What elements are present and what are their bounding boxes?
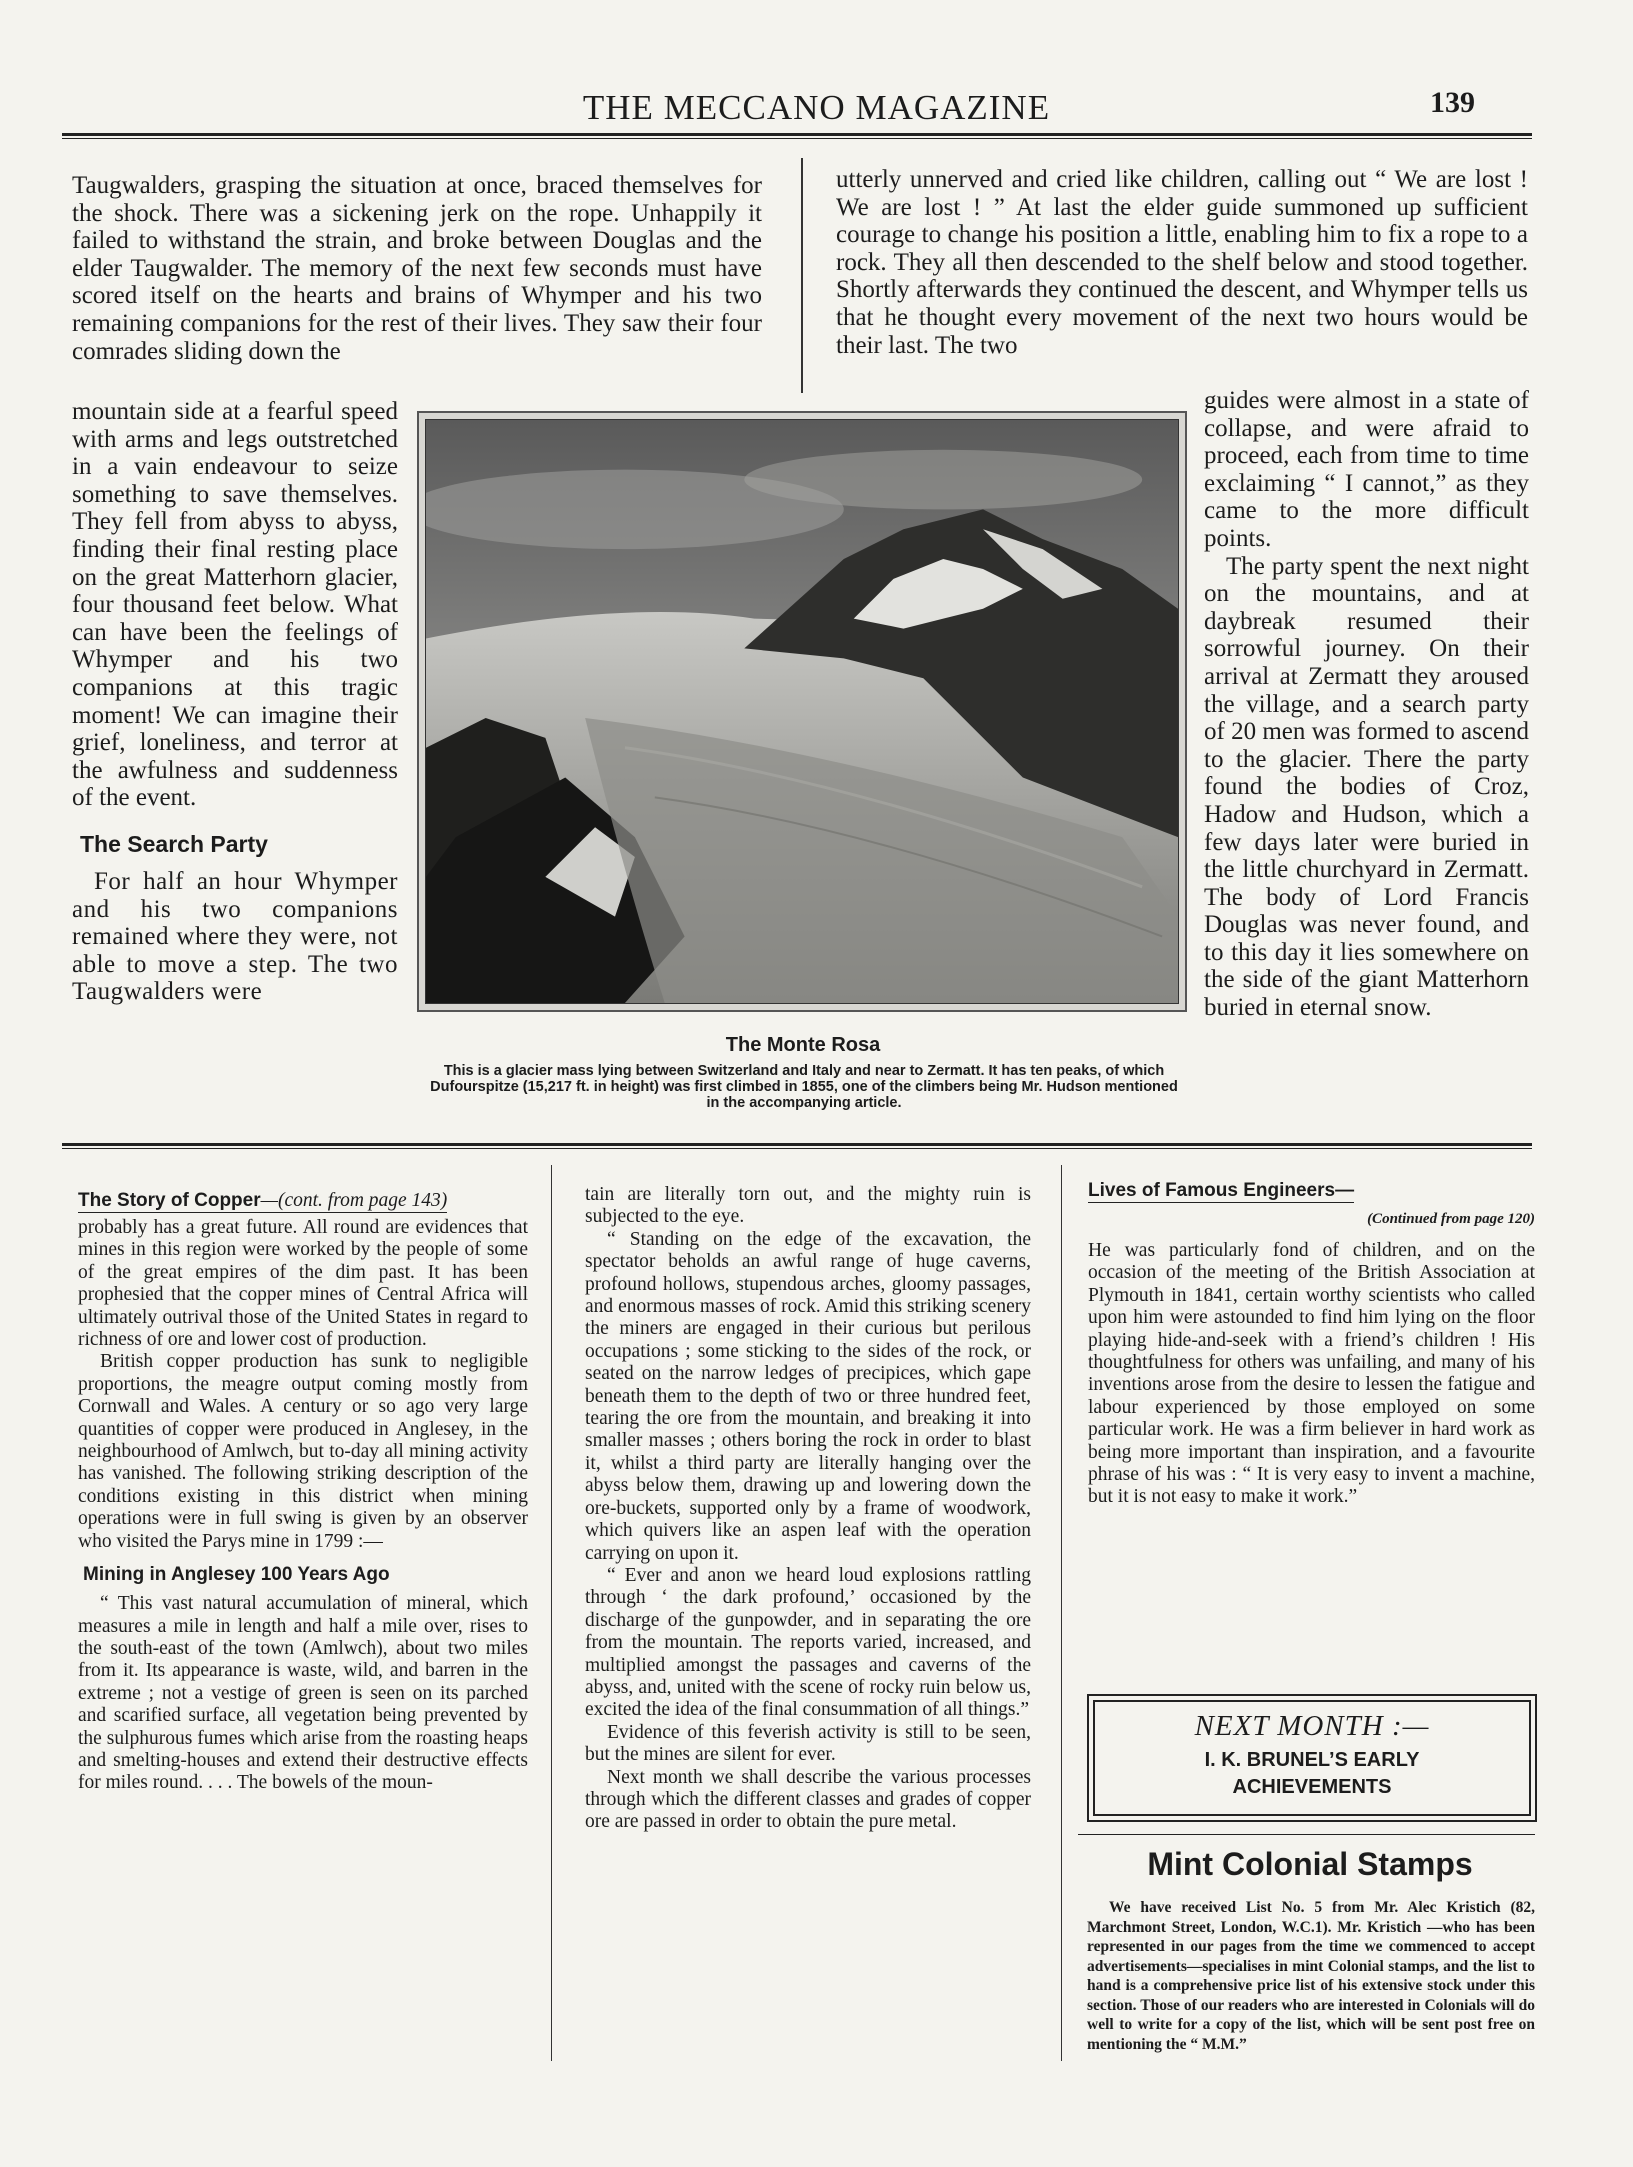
next-month-label: NEXT MONTH :— — [1194, 1710, 1430, 1742]
section-rule — [62, 1143, 1532, 1146]
mining-subheading: Mining in Anglesey 100 Years Ago — [83, 1564, 390, 1586]
article-paragraph: guides were almost in a state of collapse, and were afraid to proceed, each from time to time exclaiming “ I cannot,” as they came to the more difficult points. — [1204, 387, 1529, 552]
article-paragraph: For half an hour Whymper and his two companions remained where they were, not able to move a step. The two Taugwalders were — [72, 867, 398, 1006]
article-col1-top — [72, 172, 762, 365]
next-month-topic — [1095, 1747, 1529, 1801]
monte-rosa-photo — [417, 411, 1187, 1012]
copper-heading-title: The Story of Copper — [78, 1190, 261, 1211]
next-month-inner — [1093, 1700, 1531, 1816]
stamps-heading: Mint Colonial Stamps — [1147, 1846, 1473, 1882]
article-col2-narrow — [1204, 387, 1529, 1022]
copper-paragraph: Next month we shall describe the various processes through which the different classes and grades of copper ore are passed in order to obtain the pure metal. — [585, 1766, 1031, 1833]
next-month-line1: I. K. BRUNEL’S EARLY — [1204, 1749, 1420, 1771]
copper-heading — [78, 1190, 447, 1213]
header-rule — [62, 133, 1532, 136]
page-number: 139 — [1430, 86, 1475, 119]
copper-paragraph: tain are literally torn out, and the mighty ruin is subjected to the eye. — [585, 1184, 1031, 1228]
photo-caption-title: The Monte Rosa — [725, 1034, 881, 1056]
engineers-paragraph: He was particularly fond of children, and on the occasion of the meeting of the British Association at Plymouth in 1841, certain worthy scientists who called upon him were astounded to find him lying on the floor playing hide-and-seek with a friend’s children ! His thoughtfulness for others was unfailing, and many of his inventions arose from the desire to lessen the fatigue and labour experienced by those employed on some particular work. He was a firm believer in hard work as being more important than inspiration, and a favourite phrase of his was : “ It is very easy to invent a machine, but it is not easy to make it work.” — [1088, 1240, 1535, 1508]
article-paragraph: The party spent the next night on the mountains, and at daybreak resumed their sorrowful journey. On their arrival at Zermatt they aroused the village, and a search party of 20 men was formed to ascend to the glacier. There the party found the bodies of Croz, Hadow and Hudson, which a few days later were buried in the little churchyard in Zermatt. The body of Lord Francis Douglas was never found, and to this day it lies somewhere on the side of the giant Matterhorn buried in eternal snow. — [1204, 552, 1529, 1022]
article-col1-narrow — [72, 398, 398, 1006]
column-divider — [801, 158, 803, 393]
header-rule-thin — [62, 138, 1532, 139]
stamps-rule — [1078, 1834, 1535, 1835]
photo-caption-body: This is a glacier mass lying between Switzerland and Italy and near to Zermatt. It has ten peaks, of which Dufourspitze (15,217 ft. in height) was first climbed in 1855, one of the climbers being Mr. Hudson mentioned in the accompanying article. — [430, 1063, 1178, 1111]
engineers-continued: (Continued from page 120) — [1367, 1211, 1535, 1227]
next-month-box — [1087, 1694, 1537, 1822]
engineers-column — [1088, 1180, 1535, 1509]
copper-paragraph: British copper production has sunk to negligible proportions, the meagre output coming mostly from Cornwall and Wales. A century or so ago very large quantities of copper were produced in Anglesey, in the neighbourhood of Amlwch, but to-day all mining activity has vanished. The following striking description of the conditions existing in this district when mining operations were in full swing is given by an observer who visited the Parys mine in 1799 :— — [78, 1351, 528, 1552]
copper-column-2 — [585, 1184, 1031, 1834]
section-rule-thin — [62, 1148, 1532, 1149]
next-month-line2: ACHIEVEMENTS — [1232, 1776, 1392, 1798]
article-col2-top — [836, 166, 1528, 359]
article-paragraph: mountain side at a fearful speed with arms and legs outstretched in a vain endeavour to seize something to save themselves. They fell from abyss to abyss, finding their final resting place on the great Matterhorn glacier, four thousand feet below. What can have been the feelings of Whymper and his two companions at this tragic moment! We can imagine their grief, loneliness, and terror at the awfulness and suddenness of the event. — [72, 398, 398, 812]
copper-heading-cont: —(cont. from page 143) — [260, 1190, 448, 1211]
copper-paragraph: probably has a great future. All round are evidences that mines in this region were worked by the people of some of the great empires of the dim past. It has been prophesied that the copper mines of Central Africa will ultimately outrival those of the United States in regard to richness of ore and lower cost of production. — [78, 1217, 528, 1351]
section-heading: The Search Party — [80, 830, 268, 857]
copper-paragraph: Evidence of this feverish activity is still to be seen, but the mines are silent for ever. — [585, 1721, 1031, 1766]
mountain-illustration — [426, 420, 1178, 1003]
article-paragraph: utterly unnerved and cried like children, calling out “ We are lost ! We are lost ! ” At last the elder guide summoned up sufficient courage to change his position a little, enabling him to fix a rope to a rock. They all then descended to the shelf below and stood together. Shortly afterwards they continued the descent, and Whymper tells us that he thought every movement of the next two hours would be their last. The two — [836, 166, 1528, 359]
copper-paragraph: “ Standing on the edge of the excavation, the spectator beholds an awful range of huge caverns, profound hollows, stupendous arches, gloomy passages, and enormous masses of rock. Amid this striking scenery the miners are engaged in their curious but perilous occupations ; some sticking to the sides of the rock, or seated on the narrow ledges of precipices, which gape beneath them to the depth of two or three hundred feet, tearing the ore from the mountain, and breaking it into smaller masses ; others boring the rock in order to blast it, whilst a third party are literally hanging over the abyss below them, drawing up and lowering down the ore-buckets, supported only by a frame of woodwork, which quivers like an aspen leaf with the operation carrying on upon it. — [585, 1228, 1031, 1564]
copper-column-1 — [78, 1190, 528, 1795]
copper-paragraph: “ Ever and anon we heard loud explosions rattling through ‘ the dark profound,’ occasioned by the discharge of the gunpowder, and in separating the ore from the mountain. The reports varied, increased, and multiplied amongst the passages and caverns of the abyss, and, united with the scene of rocky ruin below us, excited the idea of the final consummation of all things.” — [585, 1564, 1031, 1721]
copper-paragraph: “ This vast natural accumulation of mineral, which measures a mile in length and half a mile over, rises to the south-east of the town (Amlwch), about two miles from it. Its appearance is waste, wild, and barren in the extreme ; not a vestige of green is seen on its parched and scarified surface, all vegetation being prevented by the sulphurous fumes which arise from the roasting heaps and smelting-houses and extend their destructive effects for miles round. . . . The bowels of the moun- — [78, 1593, 528, 1794]
stamps-notice — [1087, 1898, 1535, 2054]
magazine-title: THE MECCANO MAGAZINE — [582, 88, 1051, 127]
engineers-heading: Lives of Famous Engineers— — [1088, 1180, 1355, 1201]
column-divider — [551, 1165, 552, 2061]
mountain-image — [425, 419, 1179, 1004]
article-paragraph: Taugwalders, grasping the situation at once, braced themselves for the shock. There was a sickening jerk on the rope. Unhappily it failed to withstand the strain, and broke between Douglas and the elder Taugwalder. The memory of the next few seconds must have scored itself on the hearts and brains of Whymper and his two remaining companions for the rest of their lives. They saw their four comrades sliding down the — [72, 172, 762, 365]
stamps-paragraph: We have received List No. 5 from Mr. Alec Kristich (82, Marchmont Street, London, W.C.1). Mr. Kristich —who has been represented in our pages from the time we commenced to accept advertisements—specialises in mint Colonial stamps, and the list to hand is a comprehensive price list of his extensive stock under this section. Those of our readers who are interested in Colonials will do well to write for a copy of the list, which will be sent post free on mentioning the “ M.M.” — [1087, 1899, 1535, 2053]
column-divider — [1061, 1165, 1062, 2061]
